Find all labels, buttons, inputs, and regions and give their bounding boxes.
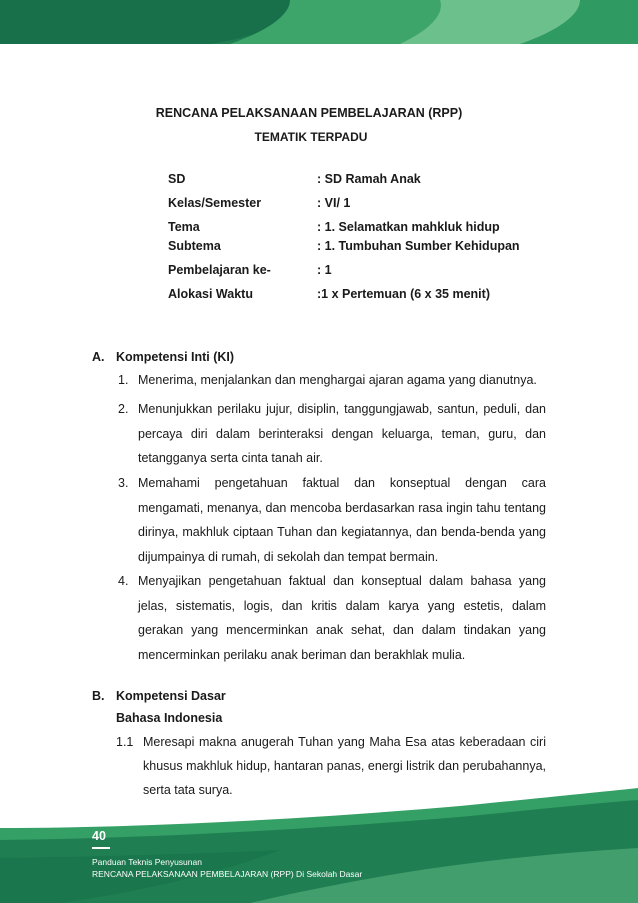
ki-text: Memahami pengetahuan faktual dan konseptual dengan cara mengamati, menanya, dan mencoba berdasarkan rasa ingin tahu tentang dirinya, makhluk ciptaan Tuhan dan kegiatannya, dan benda-benda yang dijumpainya di rumah, di sekolah dan tempat bermain. (138, 476, 546, 564)
meta-label: Subtema (168, 239, 221, 253)
ki-text: Menunjukkan perilaku jujur, disiplin, tanggungjawab, santun, peduli, dan percaya diri dalam berinteraksi dengan keluarga, teman, guru, dan tetangganya serta cinta tanah air. (138, 402, 546, 465)
subject-heading: Bahasa Indonesia (116, 711, 223, 725)
meta-value: :1 x Pertemuan (6 x 35 menit) (317, 287, 490, 301)
section-b-heading (92, 689, 226, 703)
page-number: 40 (92, 829, 106, 843)
meta-value: : VI/ 1 (317, 196, 351, 210)
header-band (0, 0, 638, 44)
page-number-underline (92, 847, 110, 849)
ki-number: 1. (118, 373, 129, 387)
section-a-heading (92, 350, 234, 364)
section-title: Kompetensi Dasar (116, 689, 226, 703)
ki-text: Menyajikan pengetahuan faktual dan konseptual dalam bahasa yang jelas, sistematis, logis, dan kritis dalam karya yang estetis, dalam gerakan yang mencerminkan anak sehat, dan dalam tindakan yang mencerminkan perilaku anak beriman dan berakhlak mulia. (138, 574, 546, 662)
ki-item-4 (118, 569, 546, 667)
ki-item-1 (118, 368, 546, 393)
section-title: Kompetensi Inti (KI) (116, 350, 235, 364)
meta-label: Kelas/Semester (168, 196, 262, 210)
ki-number: 3. (118, 476, 129, 490)
meta-value: : SD Ramah Anak (317, 172, 421, 186)
document-subtitle: TEMATIK TERPADU (254, 130, 368, 144)
meta-value: : 1. Selamatkan mahkluk hidup (317, 220, 500, 234)
ki-item-2 (118, 397, 546, 471)
section-letter: A. (92, 350, 105, 364)
header-wave-decoration (0, 0, 638, 44)
ki-item-3 (118, 471, 546, 569)
footer-line-1: Panduan Teknis Penyusunan (92, 857, 202, 867)
section-letter: B. (92, 689, 105, 703)
ki-number: 2. (118, 402, 129, 416)
meta-label: Tema (168, 220, 200, 234)
meta-value: : 1 (317, 263, 332, 277)
kd-text: Meresapi makna anugerah Tuhan yang Maha Esa atas keberadaan ciri khusus makhluk hidup, hantaran panas, energi listrik dan perubahannya, serta tata surya. (143, 735, 546, 797)
kd-number: 1.1 (116, 735, 134, 749)
document-title: RENCANA PELAKSANAAN PEMBELAJARAN (RPP) (155, 106, 463, 120)
ki-text: Menerima, menjalankan dan menghargai ajaran agama yang dianutnya. (138, 373, 537, 387)
meta-label: Alokasi Waktu (168, 287, 253, 301)
ki-number: 4. (118, 574, 129, 588)
footer-band (0, 788, 638, 903)
meta-label: Pembelajaran ke- (168, 263, 271, 277)
meta-label: SD (168, 172, 186, 186)
footer-line-2: RENCANA PELAKSANAAN PEMBELAJARAN (RPP) Di Sekolah Dasar (92, 869, 363, 879)
meta-value: : 1. Tumbuhan Sumber Kehidupan (317, 239, 520, 253)
